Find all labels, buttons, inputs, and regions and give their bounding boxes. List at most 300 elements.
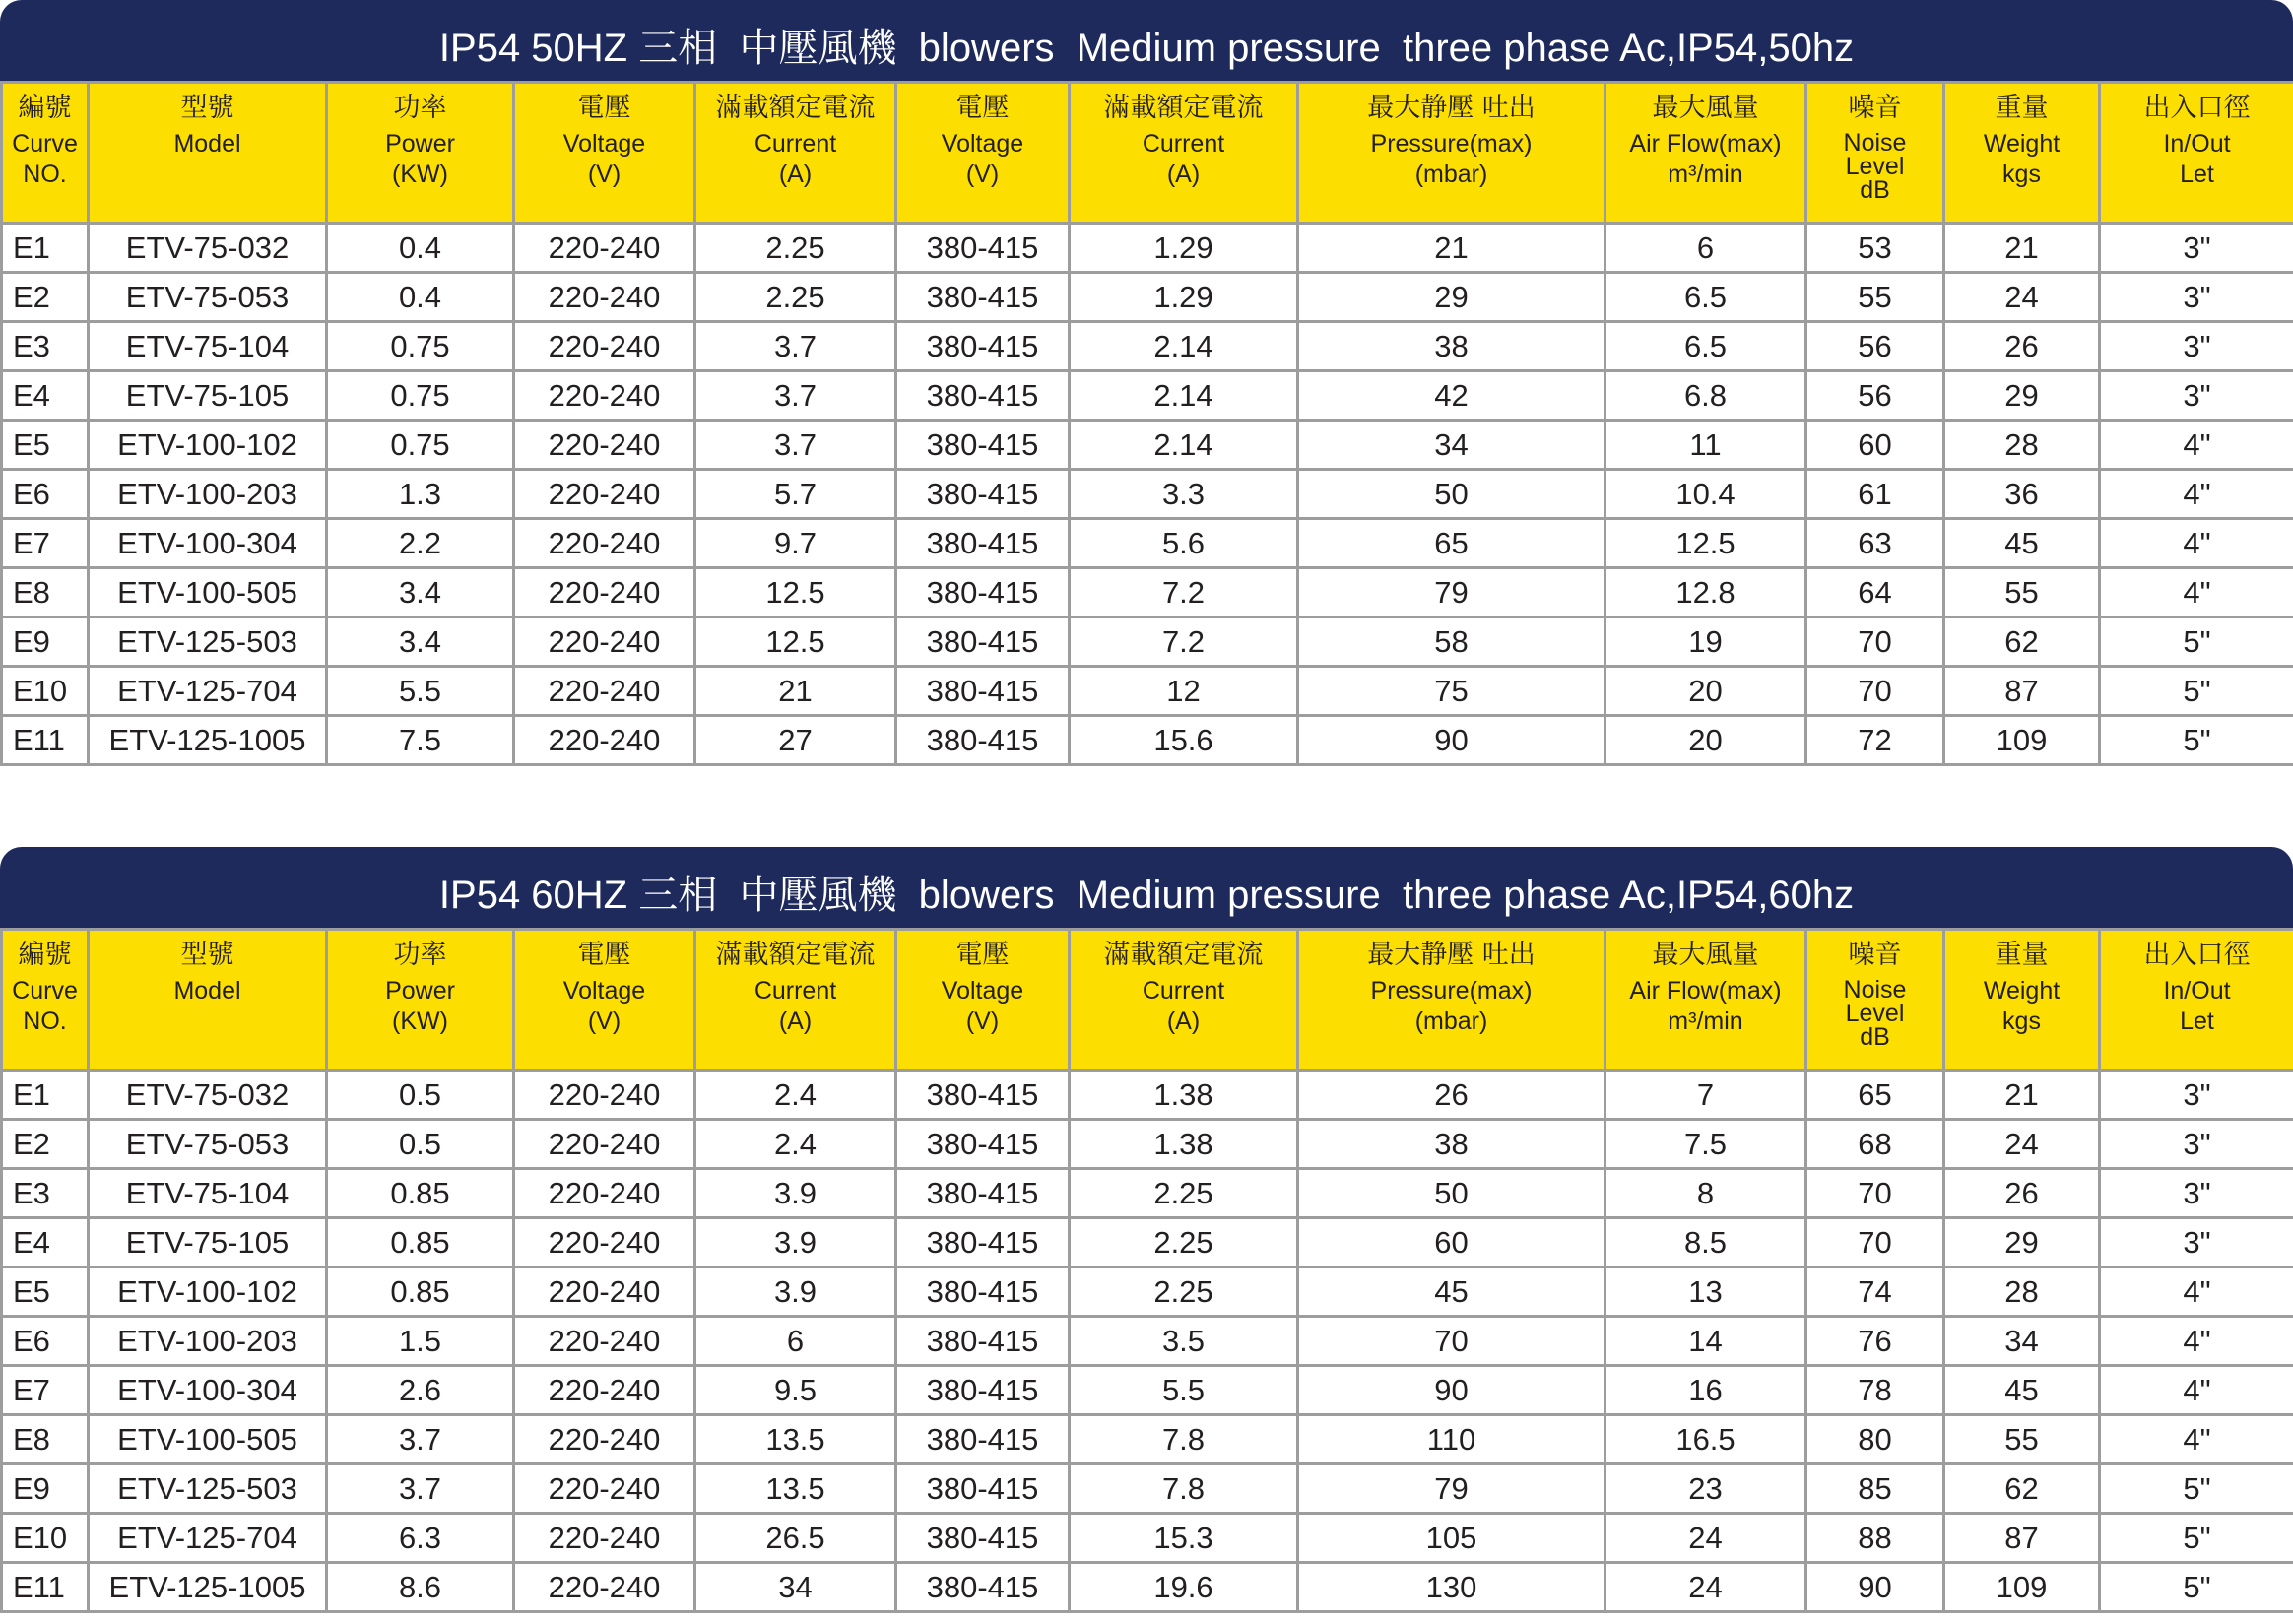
table-cell: 34	[1298, 421, 1605, 470]
table-row	[2, 421, 2293, 470]
table-cell: 16	[1605, 1366, 1806, 1415]
column-header	[2100, 930, 2293, 1071]
column-header-en: (mbar)	[1414, 1007, 1488, 1035]
column-header-zh: 電壓	[577, 940, 631, 970]
column-header	[514, 83, 695, 224]
column-header-zh: 噪音	[1848, 93, 1902, 123]
table-cell: 380-415	[896, 716, 1070, 765]
table-cell: E11	[2, 1563, 89, 1612]
column-header	[1298, 930, 1605, 1071]
column-header	[695, 83, 896, 224]
column-header	[1944, 930, 2100, 1071]
table-cell: 58	[1298, 617, 1605, 667]
table-cell: 7.8	[1070, 1464, 1298, 1514]
header-row	[2, 83, 2293, 224]
table-cell: 220-240	[514, 1464, 695, 1514]
table-cell: 3"	[2100, 1169, 2293, 1218]
table-cell: 3"	[2100, 371, 2293, 421]
table-cell: 70	[1806, 667, 1944, 716]
column-header	[2, 930, 89, 1071]
table-row	[2, 617, 2293, 667]
column-header-en: (KW)	[392, 161, 448, 188]
column-header	[1070, 83, 1298, 224]
table-cell: E5	[2, 1267, 89, 1317]
table-cell: 220-240	[514, 667, 695, 716]
table-cell: 220-240	[514, 1169, 695, 1218]
table-cell: 3.5	[1070, 1317, 1298, 1366]
table-cell: 9.7	[695, 519, 896, 568]
table-cell: 7.8	[1070, 1415, 1298, 1464]
column-header-en: (A)	[778, 161, 813, 188]
column-header-en: Level	[1845, 1000, 1905, 1027]
table-cell: 4"	[2100, 421, 2293, 470]
table-cell: 220-240	[514, 1366, 695, 1415]
column-header	[1070, 930, 1298, 1071]
table-cell: 60	[1806, 421, 1944, 470]
table-cell: 80	[1806, 1415, 1944, 1464]
column-header-zh: 最大風量	[1652, 940, 1759, 970]
column-header-zh: 滿載額定電流	[715, 940, 876, 970]
column-header-zh: 重量	[1995, 93, 2049, 123]
table-cell: 26	[1298, 1071, 1605, 1120]
column-header	[896, 930, 1070, 1071]
header-row	[2, 930, 2293, 1071]
table-row	[2, 1169, 2293, 1218]
table-cell: 70	[1806, 617, 1944, 667]
column-header-zh: 編號	[18, 940, 72, 970]
table-cell: 1.29	[1070, 273, 1298, 322]
table-cell: 12.5	[695, 617, 896, 667]
table-cell: E7	[2, 1366, 89, 1415]
table-cell: 20	[1605, 667, 1806, 716]
table-cell: ETV-75-053	[89, 273, 327, 322]
column-header-en: Voltage	[562, 130, 646, 158]
table-cell: 3.9	[695, 1169, 896, 1218]
column-header-en: Weight	[1983, 977, 2061, 1005]
table-cell: 34	[695, 1563, 896, 1612]
table-cell: ETV-75-105	[89, 371, 327, 421]
table-row	[2, 1317, 2293, 1366]
table-cell: 87	[1944, 1514, 2100, 1563]
table-cell: ETV-100-203	[89, 470, 327, 519]
table-cell: 220-240	[514, 1317, 695, 1366]
table-cell: 6	[695, 1317, 896, 1366]
table-row	[2, 1071, 2293, 1120]
table-cell: 220-240	[514, 371, 695, 421]
table-cell: 0.5	[327, 1071, 514, 1120]
table-cell: 380-415	[896, 1218, 1070, 1267]
column-header-en: Air Flow(max)	[1629, 130, 1782, 158]
table-cell: 75	[1298, 667, 1605, 716]
column-header-en: (V)	[587, 1007, 622, 1035]
table-cell: 3.7	[695, 421, 896, 470]
table-cell: E6	[2, 470, 89, 519]
table-cell: 5"	[2100, 1514, 2293, 1563]
table-cell: 24	[1605, 1514, 1806, 1563]
table-cell: 90	[1298, 716, 1605, 765]
table-cell: 62	[1944, 1464, 2100, 1514]
table-cell: 4"	[2100, 1317, 2293, 1366]
table-cell: 380-415	[896, 1563, 1070, 1612]
table-cell: 380-415	[896, 1169, 1070, 1218]
table-cell: 12.8	[1605, 568, 1806, 617]
table-cell: 3"	[2100, 273, 2293, 322]
table-cell: 380-415	[896, 1071, 1070, 1120]
table-cell: 220-240	[514, 1514, 695, 1563]
table-cell: 27	[695, 716, 896, 765]
column-header-zh: 最大静壓 吐出	[1367, 93, 1536, 123]
column-header-en: In/Out	[2163, 130, 2231, 158]
table-cell: 2.25	[695, 224, 896, 273]
table-cell: 4"	[2100, 1267, 2293, 1317]
table-cell: 8	[1605, 1169, 1806, 1218]
table-cell: 2.2	[327, 519, 514, 568]
table-cell: 19.6	[1070, 1563, 1298, 1612]
table-cell: 380-415	[896, 1464, 1070, 1514]
table-cell: 87	[1944, 667, 2100, 716]
column-header	[89, 83, 327, 224]
table-cell: 21	[695, 667, 896, 716]
column-header-en: (A)	[778, 1007, 813, 1035]
table-cell: 380-415	[896, 1415, 1070, 1464]
table-cell: 7	[1605, 1071, 1806, 1120]
table-cell: 13.5	[695, 1415, 896, 1464]
table-cell: 2.14	[1070, 371, 1298, 421]
table-cell: 3"	[2100, 322, 2293, 371]
column-header-en: Weight	[1983, 130, 2061, 158]
column-header	[695, 930, 896, 1071]
table-cell: ETV-100-505	[89, 568, 327, 617]
table-cell: 0.4	[327, 273, 514, 322]
table-cell: 130	[1298, 1563, 1605, 1612]
column-header-en: Voltage	[941, 977, 1024, 1005]
table-cell: 15.6	[1070, 716, 1298, 765]
table-cell: 1.29	[1070, 224, 1298, 273]
table-cell: 29	[1944, 1218, 2100, 1267]
table-cell: ETV-125-503	[89, 617, 327, 667]
table-cell: 7.2	[1070, 617, 1298, 667]
table-cell: 0.5	[327, 1120, 514, 1169]
table-cell: 5.7	[695, 470, 896, 519]
table-cell: 380-415	[896, 667, 1070, 716]
table-row	[2, 322, 2293, 371]
table-cell: 8.5	[1605, 1218, 1806, 1267]
column-header-zh: 電壓	[577, 93, 631, 123]
table-cell: 220-240	[514, 1267, 695, 1317]
table-cell: 38	[1298, 1120, 1605, 1169]
table-cell: ETV-75-053	[89, 1120, 327, 1169]
table-cell: 23	[1605, 1464, 1806, 1514]
column-header-en: (V)	[587, 161, 622, 188]
column-header-en: Power	[385, 130, 455, 158]
table-cell: E2	[2, 1120, 89, 1169]
table-cell: 220-240	[514, 273, 695, 322]
table-cell: 5.6	[1070, 519, 1298, 568]
table-cell: 55	[1806, 273, 1944, 322]
table-cell: 3.7	[695, 322, 896, 371]
table-cell: 220-240	[514, 519, 695, 568]
table-cell: 79	[1298, 1464, 1605, 1514]
column-header	[1944, 83, 2100, 224]
table-cell: 5.5	[1070, 1366, 1298, 1415]
table-cell: ETV-75-105	[89, 1218, 327, 1267]
column-header-en: Current	[753, 130, 837, 158]
table-cell: E3	[2, 1169, 89, 1218]
table-cell: 105	[1298, 1514, 1605, 1563]
table-cell: 45	[1298, 1267, 1605, 1317]
column-header-en: Current	[753, 977, 837, 1005]
table-cell: 220-240	[514, 716, 695, 765]
table-cell: ETV-100-304	[89, 519, 327, 568]
table-cell: 70	[1806, 1169, 1944, 1218]
column-header-zh: 電壓	[955, 93, 1010, 123]
table-cell: 8.6	[327, 1563, 514, 1612]
table-cell: 220-240	[514, 470, 695, 519]
table-cell: 380-415	[896, 371, 1070, 421]
table-cell: 3"	[2100, 1120, 2293, 1169]
table-cell: 70	[1806, 1218, 1944, 1267]
spec-table-60hz	[0, 847, 2293, 1613]
column-header-en: Level	[1845, 153, 1905, 180]
column-header-zh: 功率	[393, 93, 447, 123]
column-header-zh: 編號	[18, 93, 72, 123]
table-cell: 7.5	[327, 716, 514, 765]
table-cell: 24	[1605, 1563, 1806, 1612]
column-header-en: (mbar)	[1414, 161, 1488, 188]
table-cell: 0.75	[327, 371, 514, 421]
table-cell: 64	[1806, 568, 1944, 617]
table-cell: 24	[1944, 273, 2100, 322]
table-cell: 220-240	[514, 1120, 695, 1169]
table-cell: 380-415	[896, 1514, 1070, 1563]
table-cell: 220-240	[514, 568, 695, 617]
table-cell: 12.5	[695, 568, 896, 617]
table-row	[2, 470, 2293, 519]
table-cell: ETV-100-304	[89, 1366, 327, 1415]
table-cell: 3.9	[695, 1218, 896, 1267]
column-header-zh: 最大風量	[1652, 93, 1759, 123]
table-cell: 55	[1944, 568, 2100, 617]
table-cell: 2.14	[1070, 421, 1298, 470]
table-cell: 76	[1806, 1317, 1944, 1366]
table-cell: 12.5	[1605, 519, 1806, 568]
table-cell: 5"	[2100, 667, 2293, 716]
column-header-en: Let	[2180, 161, 2214, 188]
table-cell: 63	[1806, 519, 1944, 568]
table-cell: E7	[2, 519, 89, 568]
table-cell: ETV-125-503	[89, 1464, 327, 1514]
table-row	[2, 371, 2293, 421]
table-cell: 70	[1298, 1317, 1605, 1366]
table-cell: E10	[2, 1514, 89, 1563]
table-cell: ETV-125-1005	[89, 1563, 327, 1612]
table-cell: 1.38	[1070, 1120, 1298, 1169]
column-header-en: NO.	[23, 1007, 67, 1035]
table-cell: 0.85	[327, 1169, 514, 1218]
table-cell: 0.75	[327, 322, 514, 371]
table-cell: E10	[2, 667, 89, 716]
column-header-en: Pressure(max)	[1370, 977, 1533, 1005]
column-header-zh: 重量	[1995, 940, 2049, 970]
table-cell: 2.4	[695, 1071, 896, 1120]
table-row	[2, 1514, 2293, 1563]
table-cell: 2.25	[1070, 1218, 1298, 1267]
table-cell: 3.4	[327, 568, 514, 617]
table-cell: 28	[1944, 421, 2100, 470]
table-row	[2, 1267, 2293, 1317]
table-cell: 21	[1298, 224, 1605, 273]
column-header-en: Current	[1142, 130, 1225, 158]
table-cell: 24	[1944, 1120, 2100, 1169]
table-cell: E3	[2, 322, 89, 371]
column-header-en: Noise	[1843, 976, 1907, 1004]
table-cell: 90	[1298, 1366, 1605, 1415]
table-cell: ETV-125-704	[89, 1514, 327, 1563]
column-header-en: dB	[1860, 1023, 1890, 1051]
table-cell: 0.85	[327, 1267, 514, 1317]
table-cell: 220-240	[514, 1415, 695, 1464]
table-cell: 220-240	[514, 1071, 695, 1120]
table-cell: 36	[1944, 470, 2100, 519]
table-cell: 14	[1605, 1317, 1806, 1366]
table-cell: 2.25	[1070, 1267, 1298, 1317]
table-cell: E8	[2, 568, 89, 617]
spec-table-50hz	[0, 0, 2293, 766]
column-header-zh: 功率	[393, 940, 447, 970]
table-cell: 53	[1806, 224, 1944, 273]
table-cell: 3.7	[695, 371, 896, 421]
column-header-en: m³/min	[1668, 161, 1743, 188]
table-cell: 2.25	[1070, 1169, 1298, 1218]
spec-table	[0, 928, 2293, 1613]
table-row	[2, 1218, 2293, 1267]
table-cell: 2.25	[695, 273, 896, 322]
column-header-en: (V)	[965, 161, 1000, 188]
table-cell: 55	[1944, 1415, 2100, 1464]
table-cell: 1.3	[327, 470, 514, 519]
table-cell: E8	[2, 1415, 89, 1464]
table-cell: 5.5	[327, 667, 514, 716]
table-cell: 26.5	[695, 1514, 896, 1563]
column-header-zh: 電壓	[955, 940, 1010, 970]
table-cell: 3"	[2100, 1071, 2293, 1120]
table-cell: ETV-75-032	[89, 224, 327, 273]
table-cell: 0.4	[327, 224, 514, 273]
table-cell: ETV-125-704	[89, 667, 327, 716]
table-cell: 380-415	[896, 470, 1070, 519]
table-cell: 6.8	[1605, 371, 1806, 421]
column-header	[2, 83, 89, 224]
column-header-en: Air Flow(max)	[1629, 977, 1782, 1005]
table-cell: 1.5	[327, 1317, 514, 1366]
table-cell: 5"	[2100, 1563, 2293, 1612]
table-row	[2, 716, 2293, 765]
table-cell: 56	[1806, 322, 1944, 371]
table-cell: 29	[1298, 273, 1605, 322]
table-cell: 90	[1806, 1563, 1944, 1612]
table-cell: 2.14	[1070, 322, 1298, 371]
table-title: IP54 50HZ 三相 中壓風機 blowers Medium pressure three phase Ac,IP54,50hz	[0, 0, 2293, 81]
column-header-en: (A)	[1166, 161, 1201, 188]
table-cell: 220-240	[514, 617, 695, 667]
table-cell: 3.4	[327, 617, 514, 667]
table-title: IP54 60HZ 三相 中壓風機 blowers Medium pressure three phase Ac,IP54,60hz	[0, 847, 2293, 928]
table-cell: 220-240	[514, 1563, 695, 1612]
table-cell: 38	[1298, 322, 1605, 371]
table-cell: 380-415	[896, 1120, 1070, 1169]
table-cell: 1.38	[1070, 1071, 1298, 1120]
table-cell: 56	[1806, 371, 1944, 421]
table-cell: 109	[1944, 716, 2100, 765]
table-cell: ETV-75-032	[89, 1071, 327, 1120]
table-cell: 380-415	[896, 421, 1070, 470]
table-cell: E9	[2, 1464, 89, 1514]
table-cell: 3.7	[327, 1464, 514, 1514]
column-header-en: Current	[1142, 977, 1225, 1005]
table-cell: 3.7	[327, 1415, 514, 1464]
table-cell: ETV-100-203	[89, 1317, 327, 1366]
column-header	[327, 930, 514, 1071]
column-header-zh: 出入口徑	[2143, 93, 2251, 123]
column-header-zh: 最大静壓 吐出	[1367, 940, 1536, 970]
column-header-en: m³/min	[1668, 1007, 1743, 1035]
table-cell: 21	[1944, 224, 2100, 273]
column-header	[1605, 930, 1806, 1071]
column-header-en: Noise	[1843, 129, 1907, 157]
column-header-zh: 型號	[180, 93, 234, 123]
table-cell: 45	[1944, 519, 2100, 568]
table-cell: 15.3	[1070, 1514, 1298, 1563]
column-header	[1806, 83, 1944, 224]
table-cell: 110	[1298, 1415, 1605, 1464]
column-header-zh: 型號	[180, 940, 234, 970]
table-cell: 5"	[2100, 1464, 2293, 1514]
column-header-en: (A)	[1166, 1007, 1201, 1035]
table-cell: 60	[1298, 1218, 1605, 1267]
table-cell: 220-240	[514, 224, 695, 273]
table-cell: 380-415	[896, 617, 1070, 667]
table-cell: 2.4	[695, 1120, 896, 1169]
table-cell: E4	[2, 371, 89, 421]
column-header	[89, 930, 327, 1071]
column-header	[1298, 83, 1605, 224]
column-header-zh: 滿載額定電流	[1103, 93, 1264, 123]
table-cell: 6.5	[1605, 273, 1806, 322]
column-header	[2100, 83, 2293, 224]
table-cell: ETV-75-104	[89, 322, 327, 371]
table-cell: 42	[1298, 371, 1605, 421]
table-cell: 78	[1806, 1366, 1944, 1415]
table-row	[2, 568, 2293, 617]
table-cell: 45	[1944, 1366, 2100, 1415]
table-cell: 26	[1944, 1169, 2100, 1218]
table-row	[2, 519, 2293, 568]
table-cell: 10.4	[1605, 470, 1806, 519]
table-cell: 380-415	[896, 322, 1070, 371]
table-cell: 62	[1944, 617, 2100, 667]
table-cell: 85	[1806, 1464, 1944, 1514]
table-cell: ETV-100-102	[89, 1267, 327, 1317]
table-cell: E6	[2, 1317, 89, 1366]
table-cell: E5	[2, 421, 89, 470]
table-cell: 28	[1944, 1267, 2100, 1317]
table-row	[2, 273, 2293, 322]
spec-table	[0, 81, 2293, 766]
table-cell: 12	[1070, 667, 1298, 716]
table-cell: 3.9	[695, 1267, 896, 1317]
table-cell: 88	[1806, 1514, 1944, 1563]
table-cell: 220-240	[514, 421, 695, 470]
